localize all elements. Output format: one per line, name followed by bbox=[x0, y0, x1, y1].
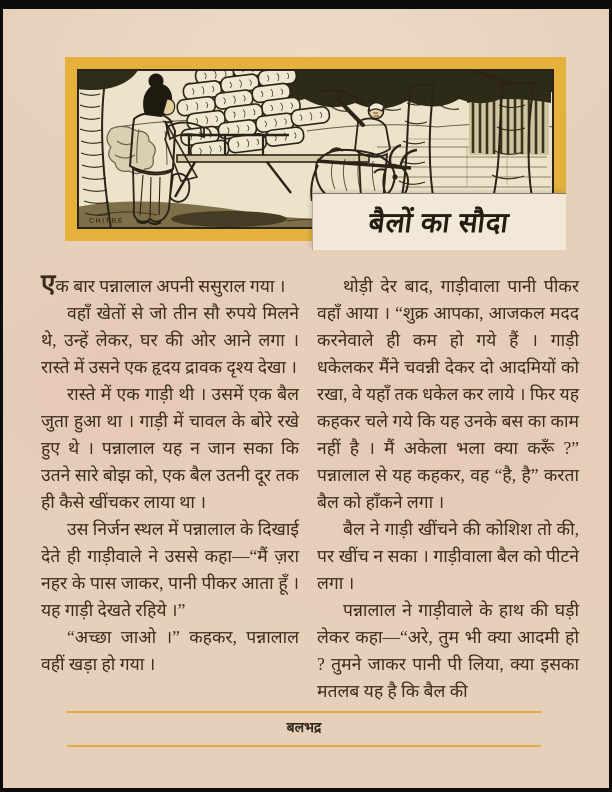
illustration-frame bbox=[65, 57, 566, 241]
publication-title: बलभद्र bbox=[286, 721, 322, 736]
paragraph: बैल ने गाड़ी खींचने की कोशिश तो की, पर खींच न सका । गाड़ीवाला बैल को पीटने लगा । bbox=[317, 519, 579, 593]
paragraph-text: क बार पन्नालाल अपनी ससुराल गया । bbox=[55, 276, 286, 296]
paragraph: वहाँ खेतों से जो तीन सौ रुपये मिलने थे, उन्हें लेकर, घर की ओर आने लगा । रास्ते में उसने एक हृदय द्रावक दृश्य देखा । bbox=[41, 303, 299, 377]
paragraph: पन्नालाल ने गाड़ीवाले के हाथ की घड़ी लेकर कहा—“अरे, तुम भी क्या आदमी हो ? तुमने जाकर पानी पी लिया, क्या इसका मतलब यह है कि बैल की bbox=[317, 600, 579, 701]
footer-rule-bottom bbox=[67, 745, 541, 747]
paragraph: “अच्छा जाओ ।” कहकर, पन्नालाल वहीं खड़ा हो गया । bbox=[41, 627, 299, 674]
story-title: बैलों का सौदा bbox=[367, 208, 512, 239]
story-column-left bbox=[41, 269, 299, 678]
paragraph bbox=[41, 269, 299, 300]
story-title-box bbox=[312, 193, 566, 250]
dropcap: ए bbox=[41, 269, 56, 298]
paragraph: रास्ते में एक गाड़ी थी । उसमें एक बैल जुता हुआ था । गाड़ी में चावल के बोरे रखे हुए थे । पन्नालाल यह न जान सका कि उतने सारे बोझ को, एक बैल उतनी दूर तक ही कैसे खींचकर लाया था । bbox=[41, 384, 299, 512]
story-column-right bbox=[317, 273, 579, 705]
artist-signature: CHITRE bbox=[89, 218, 125, 225]
paragraph: उस निर्जन स्थल में पन्नालाल के दिखाई देते ही गाड़ीवाले ने उससे कहा—“मैं ज़रा नहर के पास जाकर, पानी पीकर आता हूँ । यह गाड़ी देखते रहिये ।” bbox=[41, 519, 299, 620]
paragraph: थोड़ी देर बाद, गाड़ीवाला पानी पीकर वहाँ आया । “शुक्र आपका, आजकल मदद करनेवाले ही कम हो गये हैं । गाड़ी धकेलकर मैंने चवन्नी देकर दो आदमियों को रखा, वे यहाँ तक धकेल कर लाये । फिर यह कहकर चले गये कि यह उनके बस का काम नहीं है । मैं अकेला भला क्या करूँ ?” पन्नालाल से यह कहकर, वह “है, है” करता बैल को हाँकने लगा । bbox=[317, 276, 579, 512]
footer-rule-top bbox=[67, 711, 541, 713]
